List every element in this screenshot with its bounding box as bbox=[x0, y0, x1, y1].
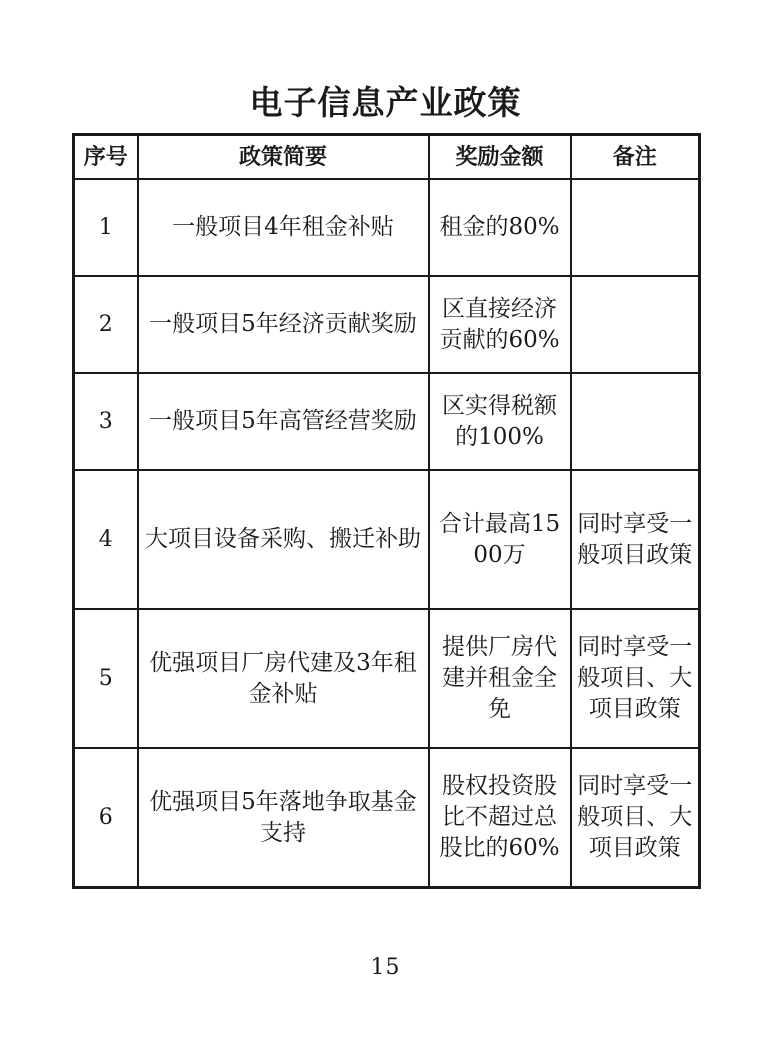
row-amount: 租金的80% bbox=[429, 179, 571, 276]
row-amount: 股权投资股比不超过总股比的60% bbox=[429, 748, 571, 888]
policy-table bbox=[72, 133, 701, 889]
row-note bbox=[571, 373, 700, 470]
row-number: 2 bbox=[74, 276, 138, 373]
row-note: 同时享受一般项目、大项目政策 bbox=[571, 748, 700, 888]
row-note bbox=[571, 276, 700, 373]
row-amount: 区实得税额的100% bbox=[429, 373, 571, 470]
row-note bbox=[571, 179, 700, 276]
row-number: 3 bbox=[74, 373, 138, 470]
row-note: 同时享受一般项目政策 bbox=[571, 470, 700, 609]
row-number: 5 bbox=[74, 609, 138, 748]
header-note: 备注 bbox=[571, 135, 700, 180]
page-title: 电子信息产业政策 bbox=[249, 83, 522, 122]
table-row bbox=[74, 748, 700, 888]
row-policy: 优强项目5年落地争取基金支持 bbox=[138, 748, 429, 888]
header-amount: 奖励金额 bbox=[429, 135, 571, 180]
row-policy: 优强项目厂房代建及3年租金补贴 bbox=[138, 609, 429, 748]
row-amount: 提供厂房代建并租金全免 bbox=[429, 609, 571, 748]
row-policy: 一般项目5年经济贡献奖励 bbox=[138, 276, 429, 373]
row-policy: 一般项目4年租金补贴 bbox=[138, 179, 429, 276]
table-row bbox=[74, 373, 700, 470]
row-policy: 一般项目5年高管经营奖励 bbox=[138, 373, 429, 470]
row-note: 同时享受一般项目、大项目政策 bbox=[571, 609, 700, 748]
table-row bbox=[74, 609, 700, 748]
row-number: 4 bbox=[74, 470, 138, 609]
row-amount: 合计最高1500万 bbox=[429, 470, 571, 609]
row-amount: 区直接经济贡献的60% bbox=[429, 276, 571, 373]
table-row bbox=[74, 470, 700, 609]
page-number: 15 bbox=[370, 955, 401, 980]
header-number: 序号 bbox=[74, 135, 138, 180]
table-header-row bbox=[74, 135, 700, 180]
header-policy: 政策简要 bbox=[138, 135, 429, 180]
table-row bbox=[74, 276, 700, 373]
row-number: 6 bbox=[74, 748, 138, 888]
table-row bbox=[74, 179, 700, 276]
row-policy: 大项目设备采购、搬迁补助 bbox=[138, 470, 429, 609]
row-number: 1 bbox=[74, 179, 138, 276]
